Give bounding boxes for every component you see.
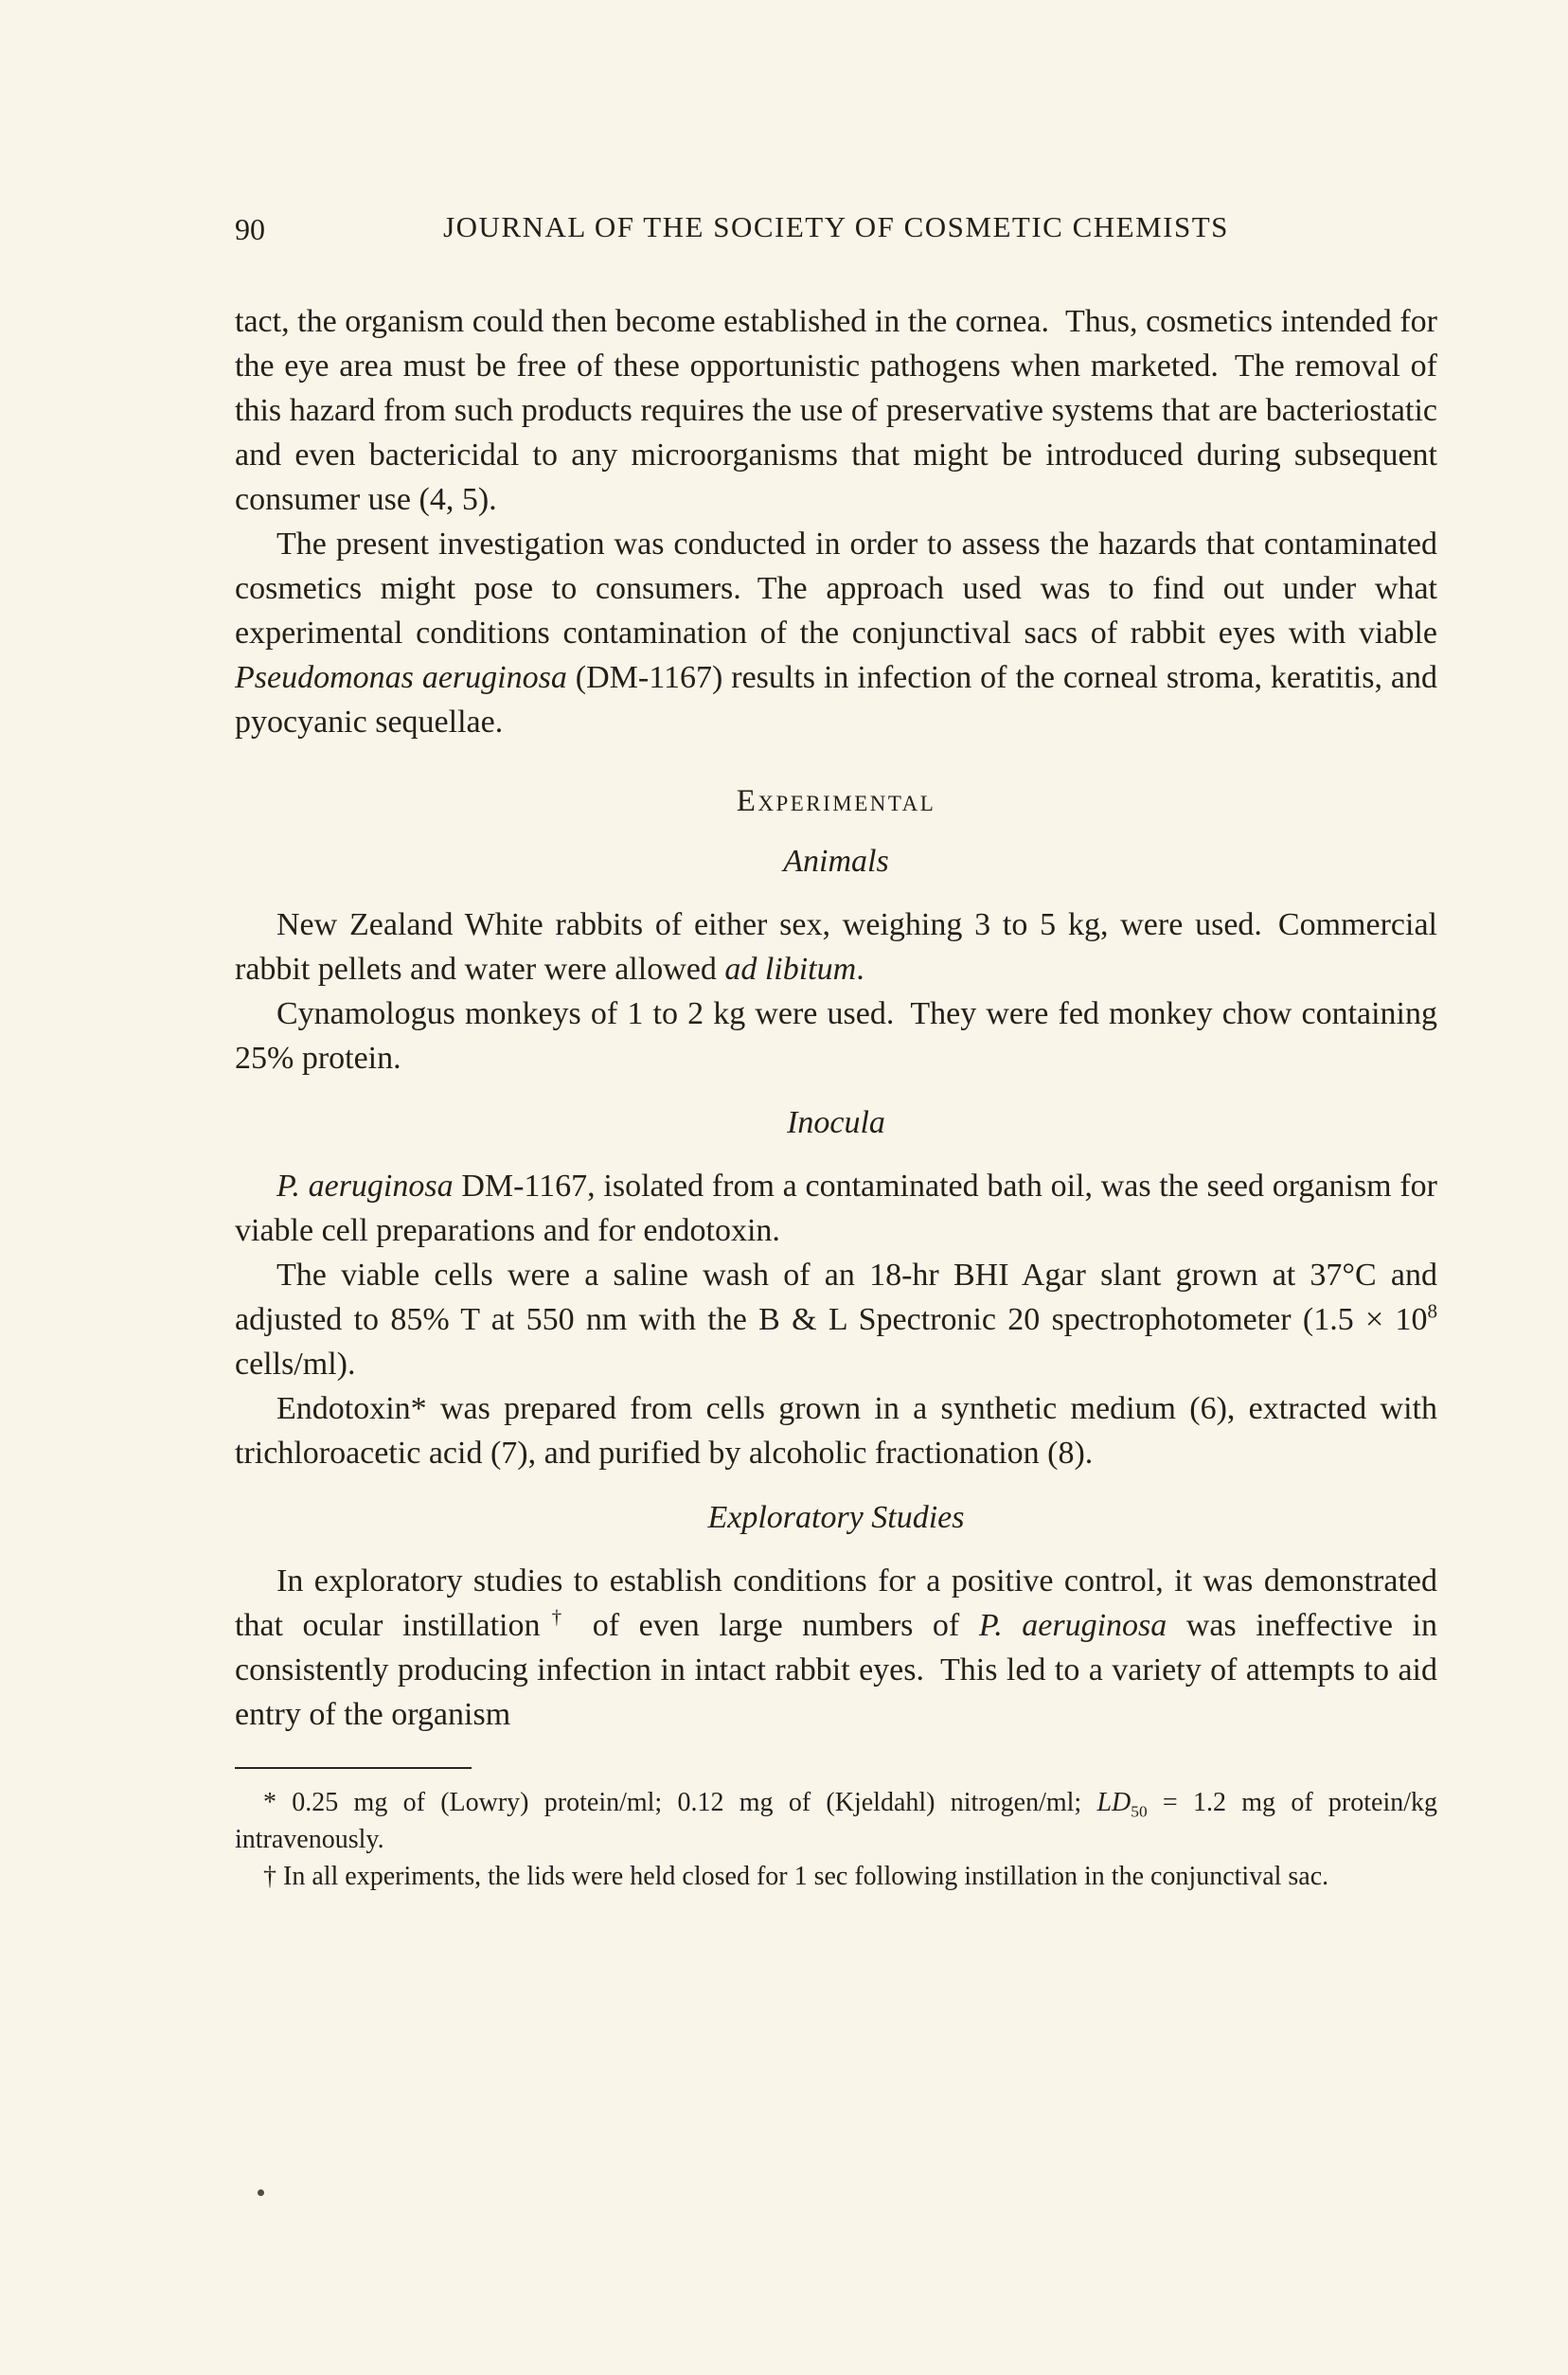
paragraph xyxy=(235,1253,1437,1386)
text-run: † In all experiments, the lids were held closed for 1 sec following instillation in the conjunctival sac. xyxy=(263,1862,1329,1891)
text-run: P. aeruginosa xyxy=(978,1608,1167,1643)
text-run: The viable cells were a saline wash of an 18-hr BHI Agar slant grown at 37°C and adjusted to 85% T at 550 nm with the B & L Spectronic 20 spectrophotometer (1.5 × 10 xyxy=(235,1258,1437,1337)
text-run: ad libitum xyxy=(724,952,857,987)
paragraph xyxy=(235,1559,1437,1737)
text-run: (DM-1167) results in infection of the corneal stroma, keratitis, and pyocyanic sequellae. xyxy=(235,660,1437,740)
footnotes xyxy=(235,1784,1437,1895)
journal-title: JOURNAL OF THE SOCIETY OF COSMETIC CHEMISTS xyxy=(443,210,1229,243)
scan-artifact-dot xyxy=(258,2189,264,2196)
text-run: LD xyxy=(1096,1788,1131,1817)
page-content xyxy=(235,210,1437,1895)
paragraph xyxy=(235,902,1437,991)
text-run: = 1.2 mg of protein/kg intravenously. xyxy=(235,1788,1438,1854)
subsection-heading: Inocula xyxy=(787,1105,885,1140)
text-run: Cynamologus monkeys of 1 to 2 kg were used. They were fed monkey chow containing 25% protein. xyxy=(235,996,1437,1076)
footnote xyxy=(235,1858,1437,1895)
paragraph xyxy=(235,1386,1437,1475)
text-run: In exploratory studies to establish conditions for a positive control, it was demonstrated that ocular instillation xyxy=(235,1563,1437,1643)
text-run: New Zealand White rabbits of either sex, weighing 3 to 5 kg, were used. Commercial rabbit pellets and water were allowed xyxy=(235,907,1437,987)
text-run: Pseudomonas aeruginosa xyxy=(235,660,567,695)
text-run: 8 xyxy=(1427,1299,1437,1323)
footnote xyxy=(235,1784,1437,1858)
text-run: of even large numbers of xyxy=(573,1608,979,1643)
paragraph xyxy=(235,299,1437,522)
text-run: * 0.25 mg of (Lowry) protein/ml; 0.12 mg of (Kjeldahl) nitrogen/ml; xyxy=(263,1788,1097,1817)
paragraph xyxy=(235,991,1437,1080)
text-run: . xyxy=(856,952,864,987)
section-heading: Experimental xyxy=(736,784,936,818)
text-run: cells/ml). xyxy=(235,1347,356,1382)
text-run: was ineffective in consistently producing infection in intact rabbit eyes. This led to a variety of attempts to aid entry of the organism xyxy=(235,1608,1438,1732)
footnotes-section xyxy=(235,1767,1437,1895)
paragraph xyxy=(235,1164,1437,1253)
text-run: 50 xyxy=(1131,1802,1148,1821)
paragraph xyxy=(235,522,1437,744)
text-run: Endotoxin* was prepared from cells grown in a synthetic medium (6), extracted with trichloroacetic acid (7), and purified by alcoholic fractionation (8). xyxy=(235,1391,1437,1471)
page-number: 90 xyxy=(235,212,265,246)
text-run: † xyxy=(540,1605,574,1629)
text-run: P. aeruginosa xyxy=(276,1169,454,1204)
running-header xyxy=(235,210,1437,252)
subsection-heading: Exploratory Studies xyxy=(707,1500,965,1535)
text-run: tact, the organism could then become established in the cornea. Thus, cosmetics intended for the eye area must be free of these opportunistic pathogens when marketed. The removal of this hazard from such products requires the use of preservative systems that are bacteriostatic and even bactericidal to any microorganisms that might be introduced during subsequent consumer use (4, 5). xyxy=(235,304,1437,517)
text-run: DM-1167, isolated from a contaminated bath oil, was the seed organism for viable cell preparations and for endotoxin. xyxy=(235,1169,1437,1248)
text-run: The present investigation was conducted in order to assess the hazards that contaminated cosmetics might pose to consumers. The approach used was to find out under what experimental conditions contamination of the conjunctival sacs of rabbit eyes with viable xyxy=(235,527,1437,651)
subsection-heading: Animals xyxy=(783,844,889,879)
footnote-rule xyxy=(235,1767,472,1769)
article-body xyxy=(235,299,1437,1737)
